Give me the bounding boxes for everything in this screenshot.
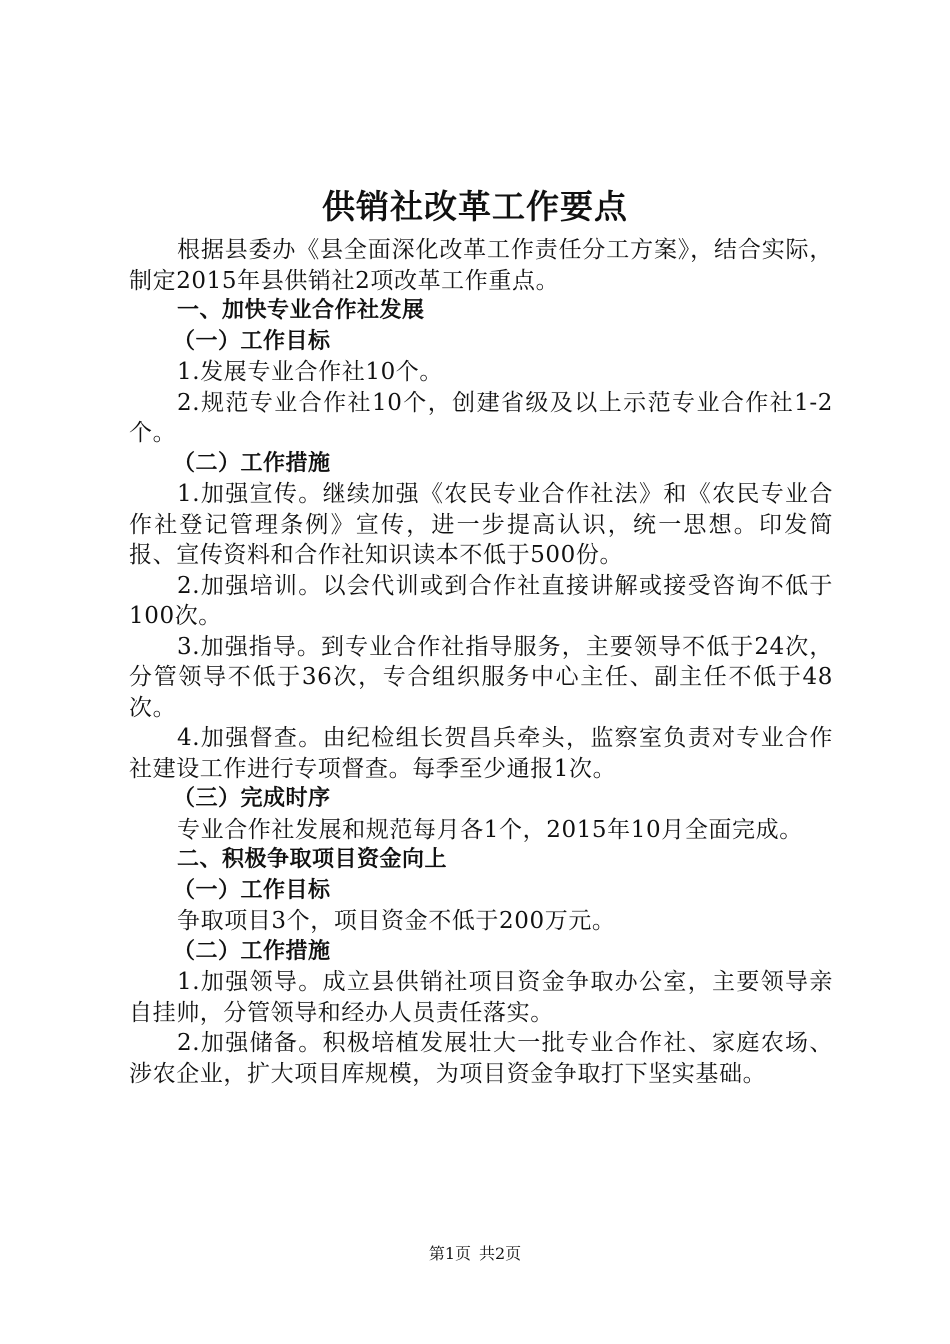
document-title: 供销社改革工作要点 [322,187,628,226]
goal-item-1: 1.发展专业合作社10个。 [177,359,444,385]
schedule-paragraph: 专业合作社发展和规范每月各1个，2015年10月全面完成。 [177,816,803,843]
goal-item-2: 2.规范专业合作社10个，创建省级及以上示范专业合作社1-2个。 [129,389,833,446]
subsection-heading-measures: （二）工作措施 [173,450,331,476]
page-number-current: 第1页 [428,1244,471,1263]
subsection-heading-schedule: （三）完成时序 [173,786,331,811]
measure-item-guidance: 3.加强指导。到专业合作社指导服务，主要领导不低于24次，分管领导不低于36次，专合组织服务中心主任、副主任不低于48次。 [129,633,833,721]
goal-paragraph-2: 争取项目3个，项目资金不低于200万元。 [177,908,616,934]
document-body [129,235,833,1089]
section-heading-2: 二、积极争取项目资金向上 [177,847,448,872]
measure-item-publicity: 1.加强宣传。继续加强《农民专业合作社法》和《农民专业合作社登记管理条例》宣传，进一步提高认识，统一思想。印发简报、宣传资料和合作社知识读本不低于500份。 [129,481,833,568]
section-heading-1: 一、加快专业合作社发展 [177,298,425,323]
measure-item-leadership: 1.加强领导。成立县供销社项目资金争取办公室，主要领导亲自挂帅，分管领导和经办人员责任落实。 [129,969,833,1026]
measure-item-reserve: 2.加强储备。积极培植发展壮大一批专业合作社、家庭农场、涉农企业，扩大项目库规模，为项目资金争取打下坚实基础。 [129,1030,833,1087]
subsection-heading-goals: （一）工作目标 [173,328,331,354]
page-number-total: 共2页 [479,1244,522,1263]
intro-paragraph: 根据县委办《县全面深化改革工作责任分工方案》，结合实际，制定2015年县供销社2项改革工作重点。 [129,237,833,294]
subsection-heading-goals-2: （一）工作目标 [173,877,331,903]
page-footer [0,1242,950,1266]
measure-item-supervision: 4.加强督查。由纪检组长贺昌兵牵头，监察室负责对专业合作社建设工作进行专项督查。每季至少通报1次。 [129,725,833,782]
subsection-heading-measures-2: （二）工作措施 [173,938,331,964]
measure-item-training: 2.加强培训。以会代训或到合作社直接讲解或接受咨询不低于100次。 [129,572,833,629]
